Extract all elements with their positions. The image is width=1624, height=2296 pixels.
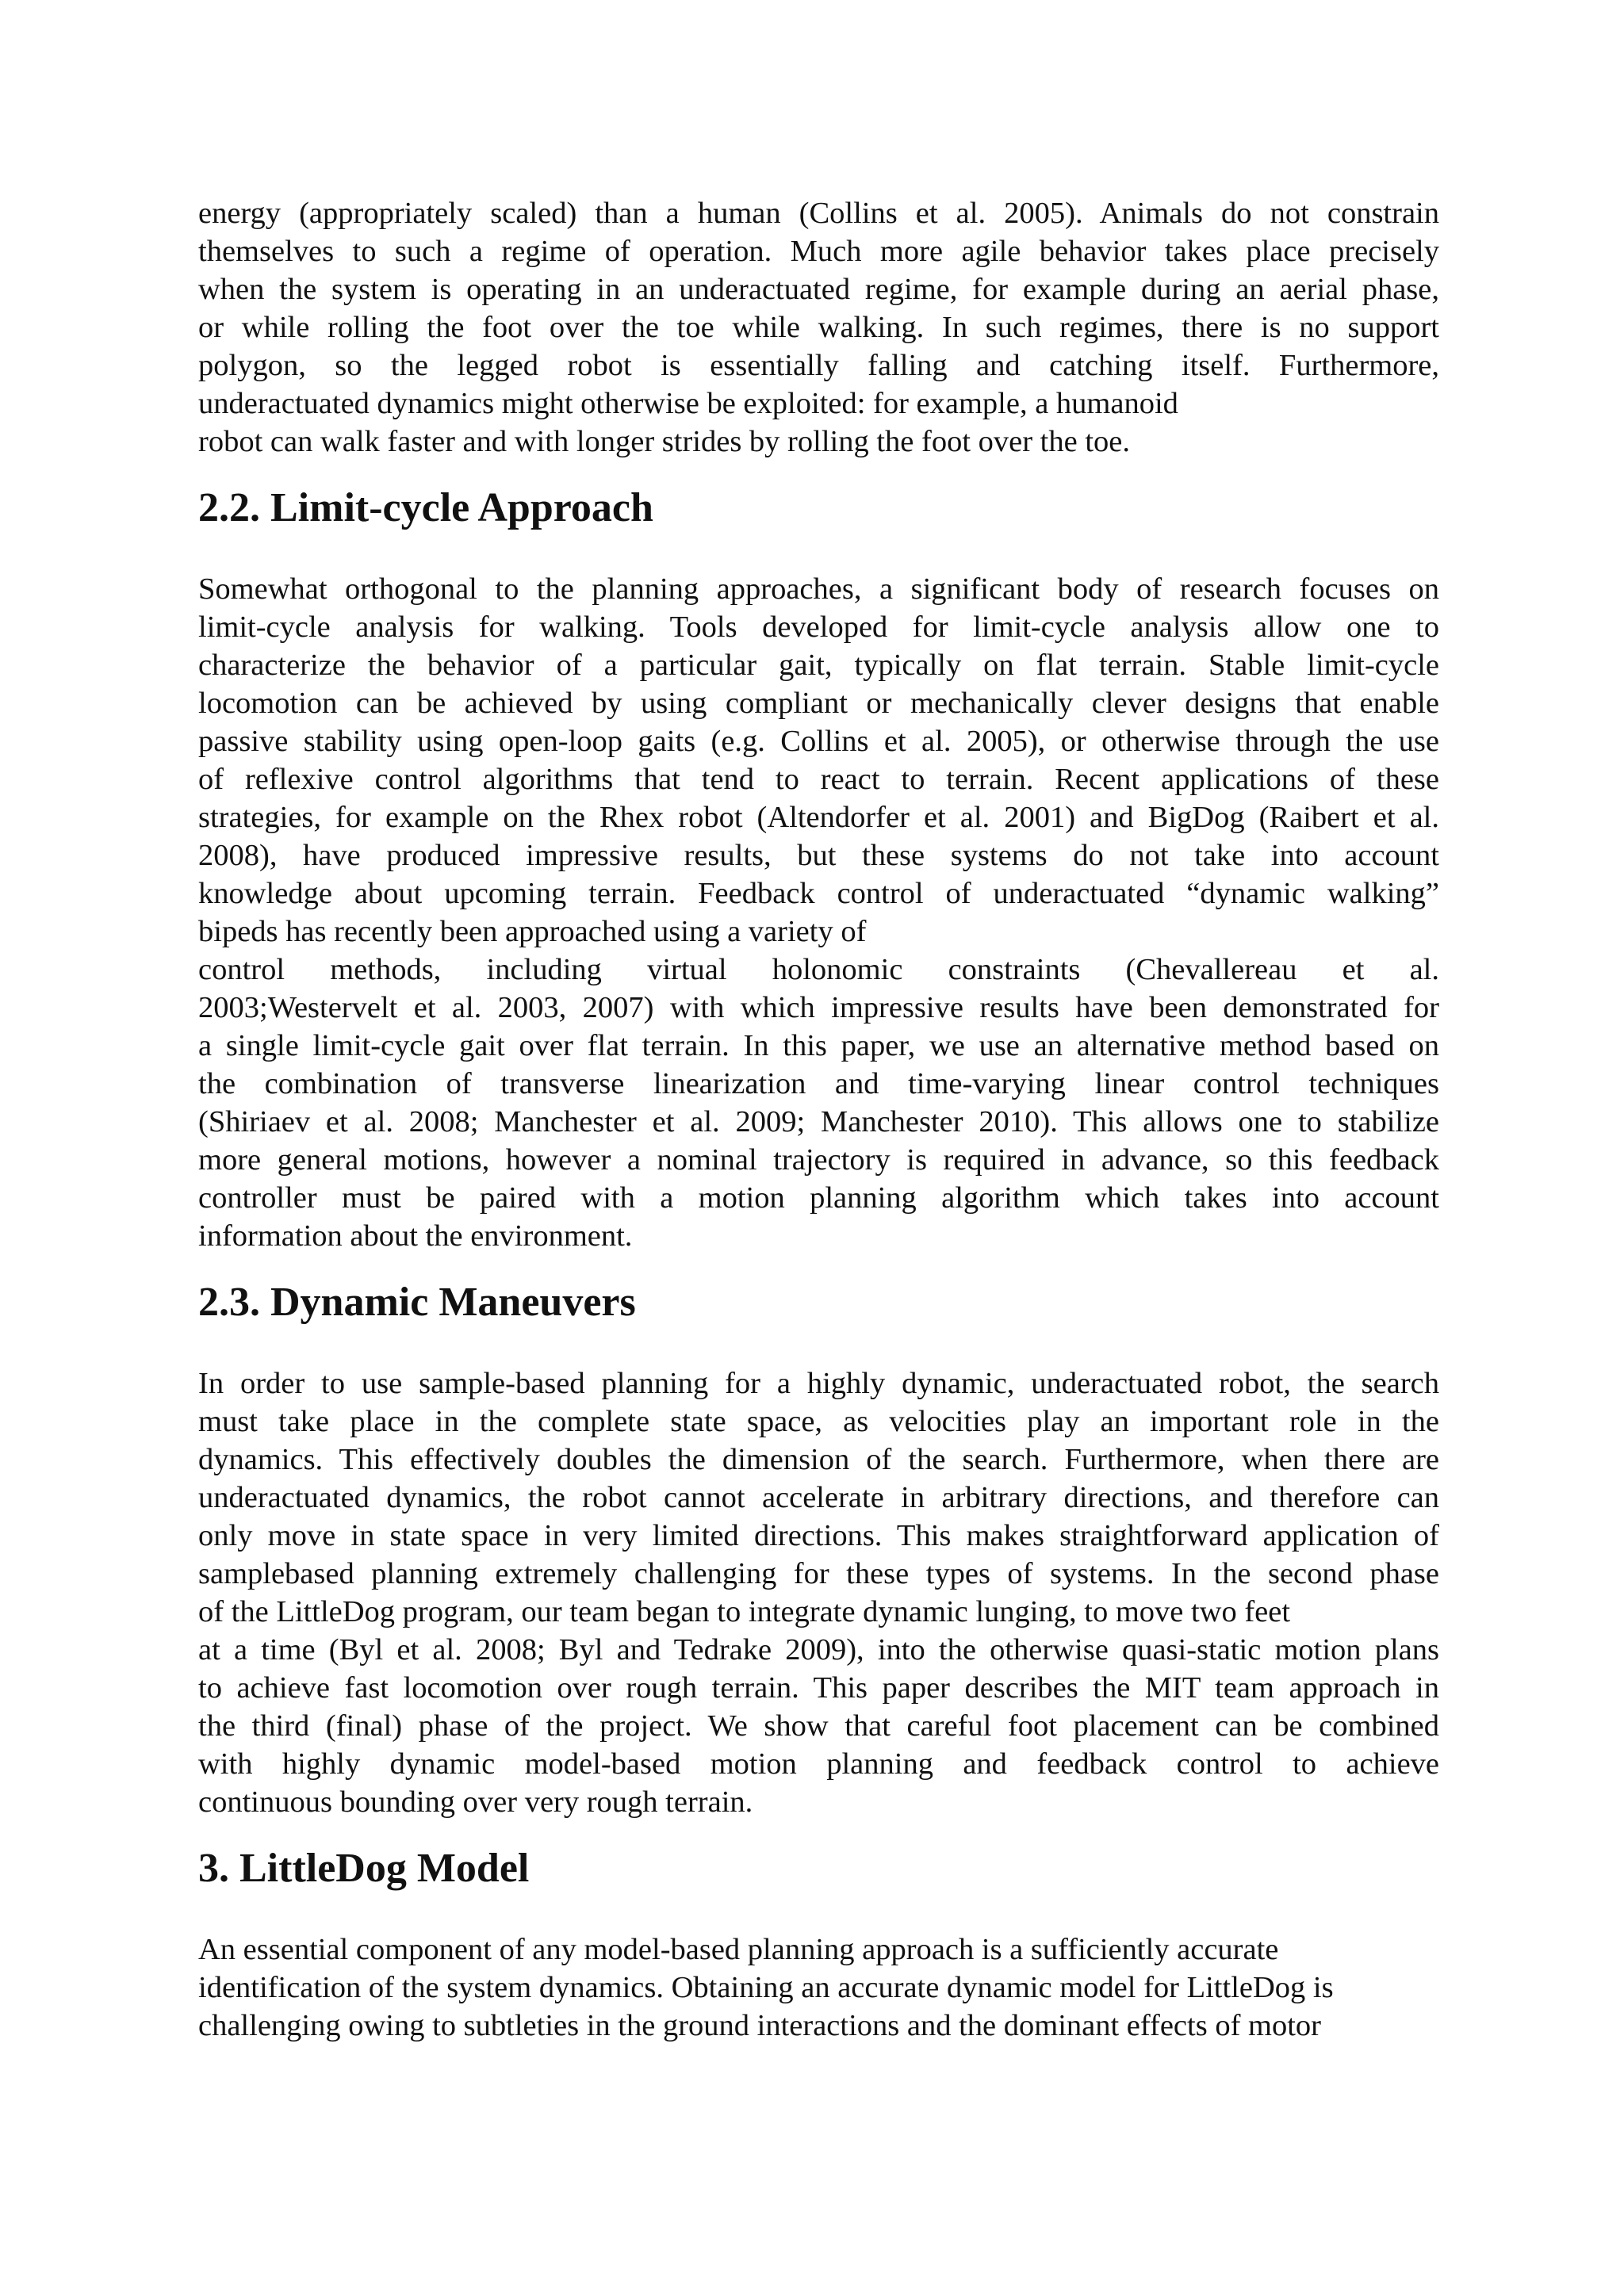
text-line: robot can walk faster and with longer strides by rolling the foot over the toe. [198, 425, 1131, 458]
intro-paragraph [198, 194, 1439, 461]
text-line: Somewhat orthogonal to the planning approaches, a significant body of research focuses on [198, 572, 1439, 606]
text-line: passive stability using open-loop gaits (e.g. Collins et al. 2005), or otherwise through the use [198, 725, 1439, 758]
text-line: continuous bounding over very rough terrain. [198, 1785, 753, 1819]
limit-cycle-paragraph [198, 570, 1439, 1255]
text-line: energy (appropriately scaled) than a human (Collins et al. 2005). Animals do not constrain [198, 197, 1439, 230]
text-line: In order to use sample-based planning for a highly dynamic, underactuated robot, the search [198, 1367, 1439, 1400]
text-line: An essential component of any model-based planning approach is a sufficiently accurate [198, 1933, 1279, 1966]
text-line: the combination of transverse linearization and time-varying linear control techniques [198, 1067, 1439, 1100]
text-line: a single limit-cycle gait over flat terrain. In this paper, we use an alternative method based on [198, 1029, 1439, 1062]
text-line: information about the environment. [198, 1219, 633, 1253]
text-line: themselves to such a regime of operation. Much more agile behavior takes place precisely [198, 235, 1439, 268]
text-line: or while rolling the foot over the toe while walking. In such regimes, there is no support [198, 311, 1439, 344]
text-line: the third (final) phase of the project. We show that careful foot placement can be combined [198, 1709, 1439, 1743]
text-line: dynamics. This effectively doubles the dimension of the search. Furthermore, when there are [198, 1443, 1439, 1476]
text-line: underactuated dynamics might otherwise be exploited: for example, a humanoid [198, 387, 1178, 420]
section-heading-limit-cycle: 2.2. Limit-cycle Approach [198, 485, 653, 530]
text-line: controller must be paired with a motion planning algorithm which takes into account [198, 1181, 1439, 1215]
text-line: knowledge about upcoming terrain. Feedback control of underactuated “dynamic walking” [198, 877, 1439, 910]
littledog-model-paragraph [198, 1931, 1439, 2045]
section-heading-littledog-model: 3. LittleDog Model [198, 1846, 530, 1891]
text-line: locomotion can be achieved by using compliant or mechanically clever designs that enable [198, 687, 1439, 720]
text-line: underactuated dynamics, the robot cannot accelerate in arbitrary directions, and therefore can [198, 1481, 1439, 1514]
text-line: must take place in the complete state space, as velocities play an important role in the [198, 1405, 1439, 1438]
text-line: samplebased planning extremely challenging for these types of systems. In the second phase [198, 1557, 1439, 1590]
text-line: of the LittleDog program, our team began to integrate dynamic lunging, to move two feet [198, 1595, 1291, 1628]
text-line: (Shiriaev et al. 2008; Manchester et al. 2009; Manchester 2010). This allows one to stabilize [198, 1105, 1439, 1138]
text-line: challenging owing to subtleties in the ground interactions and the dominant effects of motor [198, 2009, 1321, 2042]
text-line: of reflexive control algorithms that tend to react to terrain. Recent applications of these [198, 763, 1439, 796]
text-line: at a time (Byl et al. 2008; Byl and Tedrake 2009), into the otherwise quasi-static motion plans [198, 1633, 1439, 1667]
text-line: when the system is operating in an underactuated regime, for example during an aerial phase, [198, 273, 1439, 306]
text-line: strategies, for example on the Rhex robot (Altendorfer et al. 2001) and BigDog (Raibert et al. [198, 801, 1439, 834]
section-heading-dynamic-maneuvers: 2.3. Dynamic Maneuvers [198, 1280, 636, 1325]
text-line: 2003;Westervelt et al. 2003, 2007) with which impressive results have been demonstrated for [198, 991, 1439, 1024]
text-line: characterize the behavior of a particular gait, typically on flat terrain. Stable limit-cycle [198, 649, 1439, 682]
page-content [198, 194, 1439, 2045]
text-line: more general motions, however a nominal trajectory is required in advance, so this feedback [198, 1143, 1439, 1177]
text-line: 2008), have produced impressive results, but these systems do not take into account [198, 839, 1439, 872]
text-line: only move in state space in very limited directions. This makes straightforward application of [198, 1519, 1439, 1552]
text-line: control methods, including virtual holonomic constraints (Chevallereau et al. [198, 953, 1439, 986]
text-line: bipeds has recently been approached using a variety of [198, 915, 867, 948]
text-line: identification of the system dynamics. Obtaining an accurate dynamic model for LittleDog is [198, 1971, 1334, 2004]
text-line: polygon, so the legged robot is essentially falling and catching itself. Furthermore, [198, 349, 1439, 382]
text-line: with highly dynamic model-based motion planning and feedback control to achieve [198, 1747, 1439, 1781]
text-line: limit-cycle analysis for walking. Tools developed for limit-cycle analysis allow one to [198, 610, 1439, 644]
dynamic-maneuvers-paragraph [198, 1364, 1439, 1821]
text-line: to achieve fast locomotion over rough terrain. This paper describes the MIT team approach in [198, 1671, 1439, 1705]
